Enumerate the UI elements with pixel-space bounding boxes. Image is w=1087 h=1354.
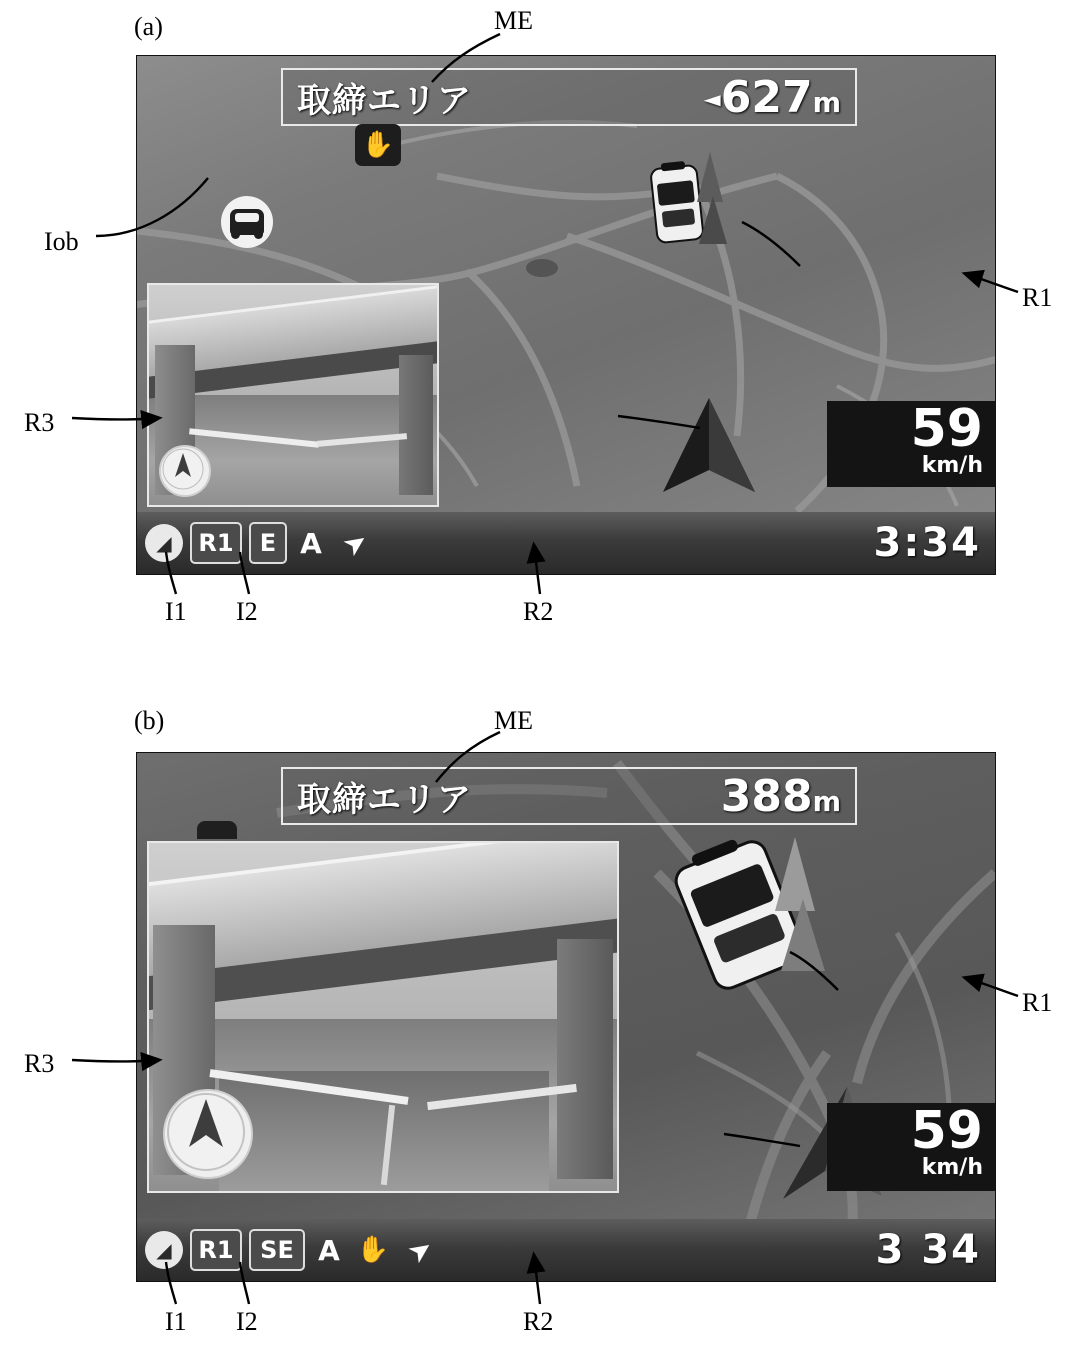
banner-title-a: 取締エリア bbox=[297, 80, 472, 121]
annotation-me-b: ME bbox=[494, 706, 533, 735]
overpass-pillar-right-b bbox=[557, 939, 613, 1179]
status-bar-b bbox=[137, 1219, 995, 1281]
annotation-r3-b: R3 bbox=[24, 1049, 55, 1078]
compass-icon-a bbox=[159, 445, 211, 497]
speed-box-a bbox=[827, 401, 995, 487]
nav-screen-b bbox=[136, 752, 996, 1282]
speed-value-b: 59 bbox=[910, 1101, 983, 1161]
annotation-r1-a: R1 bbox=[1022, 283, 1053, 312]
speed-value-a: 59 bbox=[910, 399, 983, 459]
se-badge-b[interactable]: SE bbox=[249, 1229, 305, 1271]
warning-banner-a bbox=[281, 68, 857, 126]
r1-badge-a[interactable]: R1 bbox=[190, 522, 242, 564]
annotation-i1-a: I1 bbox=[165, 597, 187, 626]
speed-unit-a: km/h bbox=[921, 453, 983, 478]
sound-icon-glyph-a: ◢ bbox=[156, 531, 172, 555]
annotation-i1-b: I1 bbox=[165, 1307, 187, 1336]
traffic-camera-icon-a bbox=[221, 196, 273, 248]
status-bar-a bbox=[137, 512, 995, 574]
bar-icons-a bbox=[137, 522, 375, 564]
kob-cones-a bbox=[697, 152, 727, 244]
banner-distance-a: ◄627m bbox=[703, 71, 841, 123]
warning-banner-b bbox=[281, 767, 857, 825]
kob-cones-b bbox=[775, 837, 825, 971]
bar-icons-b bbox=[137, 1229, 440, 1271]
nav-screen-a bbox=[136, 55, 996, 575]
annotation-iob-a: Iob bbox=[44, 227, 79, 256]
a-badge-a[interactable]: A bbox=[300, 526, 322, 560]
a-badge-b[interactable]: A bbox=[318, 1233, 340, 1267]
r1-badge-b[interactable]: R1 bbox=[190, 1229, 242, 1271]
kob-police-car-a bbox=[653, 166, 701, 242]
speed-unit-b: km/h bbox=[921, 1155, 983, 1180]
annotation-me-a: ME bbox=[494, 6, 533, 35]
annotation-r3-a: R3 bbox=[24, 408, 55, 437]
arrow-cursor-icon-a[interactable]: ➤ bbox=[335, 522, 375, 564]
traffic-camera-icon-b bbox=[197, 821, 237, 839]
clock-b: 3 34 bbox=[875, 1227, 981, 1273]
sound-icon-a[interactable] bbox=[145, 524, 183, 562]
panel-b-label: (b) bbox=[134, 706, 165, 735]
e-badge-a[interactable]: E bbox=[249, 522, 287, 564]
speed-box-b bbox=[827, 1103, 995, 1191]
banner-distance-b: 388m bbox=[720, 770, 841, 822]
hand-stop-icon-a: ✋ bbox=[355, 124, 401, 166]
annotation-i2-b: I2 bbox=[236, 1307, 258, 1336]
banner-title-b: 取締エリア bbox=[297, 779, 472, 820]
gob-vehicle-marker-a bbox=[661, 396, 757, 496]
overpass-pillar-right-a bbox=[399, 355, 433, 495]
clock-a: 3:34 bbox=[873, 520, 981, 566]
compass-icon-b bbox=[163, 1089, 253, 1179]
left-arrow-icon-a: ◄ bbox=[703, 87, 721, 112]
camera-view-b[interactable] bbox=[147, 841, 619, 1193]
annotation-r2-b: R2 bbox=[523, 1307, 554, 1336]
arrow-cursor-icon-b[interactable]: ➤ bbox=[400, 1229, 440, 1271]
hand-stop-icon-b[interactable]: ✋ bbox=[356, 1235, 390, 1265]
camera-view-a[interactable] bbox=[147, 283, 439, 507]
annotation-i2-a: I2 bbox=[236, 597, 258, 626]
panel-a-label: (a) bbox=[134, 12, 163, 41]
annotation-r2-a: R2 bbox=[523, 597, 554, 626]
sound-icon-b[interactable]: ◢ bbox=[145, 1231, 183, 1269]
annotation-r1-b: R1 bbox=[1022, 988, 1053, 1017]
